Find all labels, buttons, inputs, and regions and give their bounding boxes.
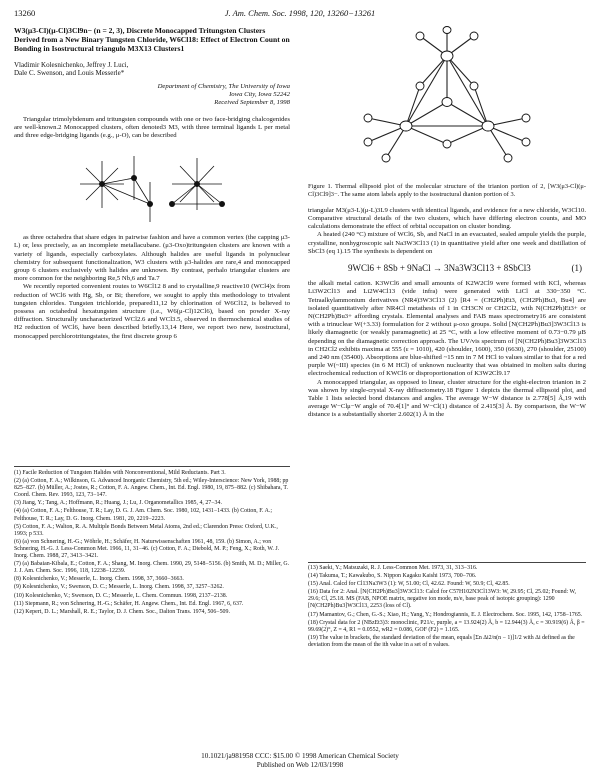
footnote: (8) Kolesnichenko, V.; Messerle, L. Inorg. Chem. 1998, 37, 3660−3663.	[14, 576, 184, 583]
journal-citation: J. Am. Chem. Soc. 1998, 120, 13260−13261	[224, 8, 376, 18]
footnote: (7) (a) Babaian-Kibala, E.; Cotton, F. A.; Shang, M. Inorg. Chem. 1990, 29, 5148−5156. (b) Smith, M. D.; Miller, G. J. J. Am. Chem. Soc. 1996, 118, 12238−12239.	[14, 561, 290, 575]
equation-body: 9WCl6 + 8Sb + 9NaCl → 3Na3W3Cl13 + 8SbCl3	[348, 263, 531, 274]
received-date: Received September 8, 1998	[214, 99, 290, 107]
footnote: (1) Facile Reduction of Tungsten Halides with Nonconventional, Mild Reductants. Part 3.	[14, 470, 226, 476]
paragraph-3: We recently reported convenient routes to W6Cl12 8 and to crystalline,9 reactive10 (WCl4)x from reduction of WCl6 with Hg, Sb, or Bi; therefore, we sought to apply this methodology to trivalent tungsten chlorides. Tungsten trichloride, prepared11,12 by chlorination of W6Cl12, is believed to possess an octahedral hexatungsten structure (i.e., W6(μ-Cl)12Cl6), based on powder X-ray diffraction. Structurally uncharacterized WCl2.6 and WCl3.5, observed in thermochemical studies of H2 reduction of WCl6, have been described briefly.13,14 Here, we report two new, isostructural, monocapped perchlorotritungstates, the first discrete group 6	[14, 283, 290, 340]
equation-1	[348, 264, 582, 272]
figure-caption: Figure 1. Thermal ellipsoid plot of the molecular structure of the trianion portion of 2, [W3(μ3-Cl)(μ-Cl)3Cl9]3−. The same atom labels apply to the isostructural dianion portion of 3.	[308, 183, 586, 198]
footnote: (16) Data for 2: Anal. [N(CH2Ph)Bu3]3W3Cl13: Calcd for C57H102N3Cl13W3: W, 29.95; Cl, 25.02; Found: W, 29.6; Cl, 25.18. MS (FAB, NPOE matrix, negative ion mode, m/e, base peak of isotopic grouping): 1290 [N(CH2Ph)Bu3]W3Cl13, 2253 (loss of Cl).	[308, 589, 577, 610]
footnotes-right	[308, 565, 586, 650]
footnote: (19) The value in brackets, the standard deviation of the mean, equals [Σn Δi2/n(n − 1)]1/2 with Δi defined as the deviation from the mean of the ith value in a set of n values.	[308, 634, 575, 648]
paragraph-4: triangular M3(μ3-L)(μ-L)3L9 clusters with identical ligands, and evidence for a new chloride, W3Cl10. Comparative structural details of the two clusters, which have differing electron counts, and MO calculations demonstrate the effect of orbital occupation on cluster bonding.	[308, 206, 586, 231]
cluster-schematic-figure	[72, 146, 232, 228]
equation-number: (1)	[571, 263, 582, 274]
affiliation	[14, 83, 290, 108]
paragraph-6: the alkali metal cation. K3WCl6 and small amounts of K2W2Cl9 were formed with KCl, whereas Li3W2Cl13 and Li2W4Cl13 (vide infra) were generated with LiCl at 330−350 °C. Tetraalkylammonium derivatives (NR4)3W3Cl13 (2) [R4 = (CH2Ph)Et3, (CH2Ph)Bu3, Bu4] are isolated quantitatively after NR4Cl metathesis of 1 in CH3CN or CH2Cl2, with N(CH2Ph)Et3+ or N(CH2Ph)Bu3+ affording crystals. Elemental analyses and FAB mass spectrometry16 are consistent with a trinuclear W(+3.33) formulation for 2 without μ-oxo groups. Solid [N(CH2Ph)Bu3]3W3Cl13 is likely diamagnetic (or weakly paramagnetic) at 25 °C, with a low effective moment of 0.73−0.79 μB depending on the diamagnetic correction approach. The UV/vis spectrum of [N(CH2Ph)Bu3]3W3Cl13 in CH2Cl2 exhibits maxima at 555 (ε = 1010), 420 (shoulder, 1600), 350 (6630), 270 (shoulder, 25100) and 240 nm (35400). Absorptions are blue-shifted ~15 nm in 7 M HCl to values similar to that for a red purple W(~III) species (in 6 M HCl) of unknown nuclearity that was obtained in molten salts during electrochemical reduction of KWCl6 or disproportionation of K3W2Cl9.17	[308, 280, 586, 378]
footnote: (5) Cotton, F. A.; Walton, R. A. Multiple Bonds Between Metal Atoms, 2nd ed.; Clarendon Press: Oxford, U.K., 1993; p 533.	[14, 523, 278, 537]
paragraph-1: Triangular trimolybdenum and tritungsten compounds with one or two face-bridging chalcogenides are well-known.2 Monocapped clusters, often denoted3 M3, with three terminal ligands L per metal and three edge-bridging ligands (e.g., μ-O), can be described	[14, 115, 290, 140]
footnote: (6) (a) von Schnering, H.-G.; Wöhrle, H.; Schäfer, H. Naturwissenschaften 1961, 48, 159. (b) Simon, A.; von Schnering, H.-G. J. Less-Common Met. 1966, 11, 31−46. (c) Cotton, F. A.; Diebold, M. P.; Feng, X.; Roth, W. J. Inorg. Chem. 1988, 27, 3413−3421.	[14, 538, 280, 560]
footnote: (17) Mamantov, G.; Chen, G.-S.; Xiao, H.; Yang, Y.; Hondrogiannis, E. J. Electrochem. Soc. 1995, 142, 1758−1765.	[308, 611, 583, 618]
footnote: (2) (a) Cotton, F. A.; Wilkinson, G. Advanced Inorganic Chemistry, 5th ed.; Wiley-Interscience: New York, 1988; pp 825−827. (b) Müller, A.; Jostes, R.; Cotton, F. A. Angew. Chem., Int. Ed. Engl. 1980, 19, 875−882. (c) Shibahara, T. Coord. Chem. Rev. 1993, 123, 73−147.	[14, 478, 289, 499]
paragraph-5: A heated (240 °C) mixture of WCl6, Sb, and NaCl in an evacuated, sealed ampule yields the purple, crystalline, nonhygroscopic salt Na3W3Cl13 (1) in quantitative yield after one week and distillation of SbCl3 (eq 1).15 The synthesis is dependent on	[308, 231, 586, 255]
footnote: (4) (a) Cotton, F. A.; Felthouse, T. R.; Lay, D. G. J. Am. Chem. Soc. 1980, 102, 1431−1433. (b) Cotton, F. A.; Felthouse, T. R.; Lay, D. G. Inorg. Chem. 1981, 20, 2219−2223.	[14, 508, 273, 522]
page-footer	[0, 752, 600, 770]
authors-line-2: Dale C. Swenson, and Louis Messerle*	[14, 68, 125, 77]
footnote: (10) Kolesnichenko, V.; Swenson, D. C.; Messerle, L. Chem. Commun. 1998, 2137−2138.	[14, 592, 228, 599]
footnotes-left	[14, 470, 290, 617]
affiliation-line-2: Iowa City, Iowa 52242	[229, 91, 290, 99]
footnote: (11) Siepmann, R.; von Schnering, H.-G.; Schäfer, H. Angew. Chem., Int. Ed. Engl. 1967, 6, 637.	[14, 600, 244, 607]
footnote-rule-right	[308, 562, 586, 563]
footnote: (18) Crystal data for 2 (NBzEt3)3: monoclinic, P21/c, purple, a = 13.924(2) Å, b = 12.944(3) Å, c = 30.919(6) Å, β = 99.69(2)°, Z = 4, R1 = 0.0552, wR2 = 0.086, GOF (F2) = 1.165.	[308, 619, 585, 633]
thermal-ellipsoid-figure	[308, 26, 586, 176]
footnote: (13) Saeki, Y.; Matsuzaki, R. J. Less-Common Met. 1973, 31, 313−316.	[308, 565, 478, 571]
left-column	[14, 26, 290, 341]
authors-line-1: Vladimir Kolesnichenko, Jeffrey J. Luci,	[14, 60, 129, 69]
footnote: (3) Jiang, Y.; Tang, A.; Hoffmann, R.; Huang, J.; Lu, J. Organometallics 1985, 4, 27−34.	[14, 500, 222, 507]
footnote: (15) Anal. Calcd for Cl13Na3W3 (1): W, 51.00; Cl, 42.62. Found: W, 50.9; Cl, 42.85.	[308, 581, 510, 588]
footnote: (9) Kolesnichenko, V.; Swenson, D. C.; Messerle, L. Inorg. Chem. 1998, 37, 3257−3262.	[14, 584, 224, 591]
running-header	[14, 8, 586, 20]
right-column	[308, 26, 586, 420]
paragraph-2: as three octahedra that share edges in pairwise fashion and have a common vertex (the capping μ3-L) or, less precisely, as an incomplete metallacubane. (μ3-Oxo)tritungsten clusters are known with a variety of ligands, especially carboxylates. Although halides are useful ligands in polynuclear chemistry for subsequent functionalization, W3 clusters with μ3-halides are rare,4 and monocapped group 6 clusters exclusively with halides are unknown. By contrast, perhalo triangular clusters are more common for the neighboring Re,5 Nb,6 and Ta.7	[14, 234, 290, 283]
footnote: (14) Takuma, T.; Kawakubo, S. Nippon Kagaku Kaishi 1973, 700−706.	[308, 573, 477, 580]
paragraph-7: A monocapped triangular, as opposed to linear, cluster structure for the eight-electron trianion in 2 was shown by single-crystal X-ray diffractometry.18 Figure 1 depicts the thermal ellipsoid plot, and Table 1 lists selected bond distances and angles. The average W−W distance is 2.778[5] Å,19 with average W−Clμ−W angle of 70.4[1]° and W−Cl(1) distance of 2.415[3] Å. By comparison, the W−W distance is a substantially shorter 2.602(1) Å in the	[308, 378, 586, 419]
affiliation-line-1: Department of Chemistry, The University of Iowa	[157, 83, 290, 91]
page-number: 13260	[14, 8, 36, 18]
article-title: W3(μ3-Cl)(μ-Cl)3Cl9n− (n = 2, 3), Discrete Monocapped Tritungsten Clusters Derived from a New Binary Tungsten Chloride, W6Cl18: Effect of Electron Count on Bonding in Isostructural triangulo M3X13 Clusters1	[14, 26, 290, 54]
footnote-rule-left	[14, 466, 290, 467]
published-date: Published on Web 12/03/1998	[256, 761, 344, 769]
doi-copyright: 10.1021/ja981958 CCC: $15.00 © 1998 American Chemical Society	[201, 752, 399, 760]
authors	[14, 61, 290, 77]
footnote: (12) Kepert, D. L.; Marshall, R. E.; Taylor, D. J. Chem. Soc., Dalton Trans. 1974, 506−509.	[14, 608, 230, 615]
